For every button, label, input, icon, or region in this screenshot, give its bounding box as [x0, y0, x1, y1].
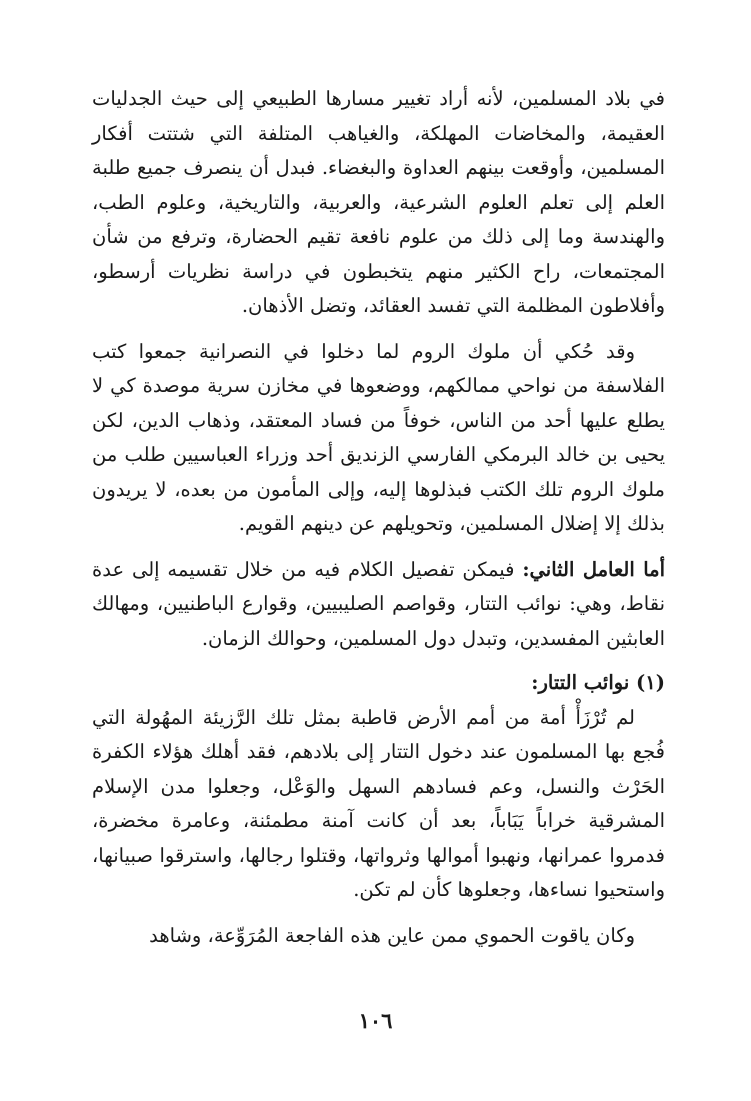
- paragraph-5: وكان ياقوت الحموي ممن عاين هذه الفاجعة المُرَوِّعة، وشاهد: [149, 923, 635, 947]
- paragraph-3: [92, 553, 665, 657]
- page-number: ١٠٦: [358, 1008, 393, 1033]
- page-body: [92, 82, 665, 953]
- section-heading: (١) نوائب التتار:: [531, 671, 665, 694]
- paragraph-3-text: فيمكن تفصيل الكلام فيه من خلال تقسيمه إلى عدة نقاط، وهي: نوائب التتار، وقواصم الصليبيين، وقوارع الباطنيين، ومهالك العابثين المفسدين، وتبدل دول المسلمين، وحوالك الزمان.: [92, 557, 665, 650]
- paragraph-3-label: أما العامل الثاني:: [522, 557, 665, 581]
- paragraph-1: في بلاد المسلمين، لأنه أراد تغيير مسارها الطبيعي إلى حيث الجدليات العقيمة، والمخاضات المهلكة، والغياهب المتلفة التي شتتت أفكار المسلمين، وأوقعت بينهم العداوة والبغضاء. فبدل أن ينصرف جميع طلبة العلم إلى تعلم العلوم الشرعية، والعربية، والتاريخية، وعلوم الطب، والهندسة وما إلى ذلك من علوم نافعة تقيم الحضارة، وترفع من شأن المجتمعات، راح الكثير منهم يتخبطون في دراسة نظريات أرسطو، وأفلاطون المظلمة التي تفسد العقائد، وتضل الأذهان.: [92, 87, 665, 317]
- paragraph-4: لم تُرْزَأْ أمة من أمم الأرض قاطبة بمثل تلك الرَّزيئة المهُولة التي فُجع بها المسلمون عند دخول التتار إلى بلادهم، فقد أهلك هؤلاء الكفرة الحَرْث والنسل، وعم فسادهم السهل والوَعْل، وجعلوا مدن الإسلام المشرقية خراباً يَبَاباً، بعد أن كانت آمنة مطمئنة، وعامرة مخضرة، فدمروا عمرانها، ونهبوا أموالها وثرواتها، وقتلوا رجالها، واسترقوا صبيانها، واستحيوا نساءها، وجعلوها كأن لم تكن.: [92, 705, 665, 901]
- paragraph-2: وقد حُكي أن ملوك الروم لما دخلوا في النصرانية جمعوا كتب الفلاسفة من نواحي ممالكهم، ووضعوها في مخازن سرية موصدة كي لا يطلع عليها أحد من الناس، خوفاً من فساد المعتقد، وذهاب الدين، لكن يحيى بن خالد البرمكي الفارسي الزنديق أحد وزراء العباسيين طلب من ملوك الروم تلك الكتب فبذلوها إليه، وإلى المأمون من بعده، لا يريدون بذلك إلا إضلال المسلمين، وتحويلهم عن دينهم القويم.: [92, 339, 665, 535]
